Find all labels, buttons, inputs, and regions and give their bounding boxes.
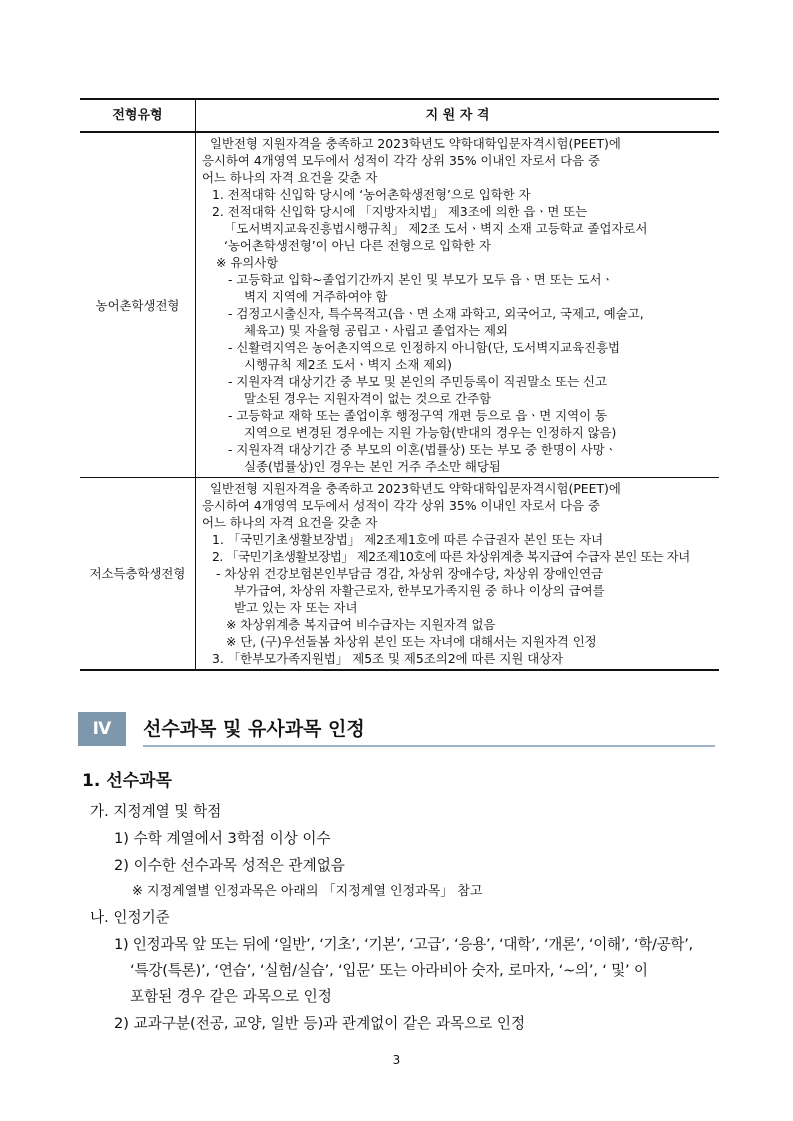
item-ga-1: 1) 수학 계열에서 3학점 이상 이수 <box>114 830 331 847</box>
list-item: 2. 전적대학 신입학 당시에 「지방자치법」 제3조에 의한 읍ㆍ면 또는 <box>212 204 588 219</box>
item-na-1-cont: 포함된 경우 같은 과목으로 인정 <box>130 988 332 1005</box>
desc-low-income <box>196 478 720 671</box>
section-title: 선수과목 및 유사과목 인정 <box>143 718 365 740</box>
note-item-cont: 체육고) 및 자율형 공립고ㆍ사립고 졸업자는 제외 <box>244 323 508 338</box>
sub-item-cont: 받고 있는 자 또는 자녀 <box>234 600 358 615</box>
list-item-cont: ‘농어촌학생전형’이 아닌 다른 전형으로 입학한 자 <box>224 238 491 253</box>
note-item-cont: 벽지 지역에 거주하여야 함 <box>244 289 388 304</box>
sub-note: ※ 단, (구)우선돌봄 차상위 본인 또는 자녀에 대해서는 지원자격 인정 <box>226 634 597 649</box>
table-row-low-income <box>80 478 719 671</box>
list-item-cont: 「도서벽지교육진흥법시행규칙」 제2조 도서ㆍ벽지 소재 고등학교 졸업자로서 <box>224 221 648 236</box>
table-row-rural <box>80 132 719 478</box>
eligibility-table <box>80 98 719 671</box>
note-item: - 검정고시출신자, 특수목적고(읍ㆍ면 소재 과학고, 외국어고, 국제고, 예술고, <box>228 306 644 321</box>
table-header-row <box>80 99 719 132</box>
item-na: 나. 인정기준 <box>90 909 170 926</box>
intro-line: 일반전형 지원자격을 충족하고 2023학년도 약학대학입문자격시험(PEET)에 <box>210 136 621 151</box>
note-item: - 고등학교 재학 또는 졸업이후 행정구역 개편 등으로 읍ㆍ면 지역이 동 <box>228 408 607 423</box>
item-ga-2: 2) 이수한 선수과목 성적은 관계없음 <box>114 857 345 874</box>
item-na-2: 2) 교과구분(전공, 교양, 일반 등)과 관계없이 같은 과목으로 인정 <box>114 1015 526 1032</box>
note-item: - 고등학교 입학~졸업기간까지 본인 및 부모가 모두 읍ㆍ면 또는 도서ㆍ <box>228 272 614 287</box>
item-ga-note: ※ 지정계열별 인정과목은 아래의 「지정계열 인정과목」 참고 <box>132 884 483 899</box>
note-item-cont: 말소된 경우는 지원자격이 없는 것으로 간주함 <box>244 391 492 406</box>
list-item: 2. 「국민기초생활보장법」 제2조제10호에 따른 차상위계층 복지급여 수급자 본인 또는 자녀 <box>212 549 690 564</box>
item-na-1: 1) 인정과목 앞 또는 뒤에 ‘일반’, ‘기초’, ‘기본’, ‘고급’, ‘응용’, ‘대학’, ‘개론’, ‘이해’, ‘학/공학’, <box>114 936 693 953</box>
intro-line: 응시하여 4개영역 모두에서 성적이 각각 상위 35% 이내인 자로서 다음 중 <box>202 153 600 168</box>
sub-note: ※ 차상위계층 복지급여 비수급자는 지원자격 없음 <box>226 617 496 632</box>
item-na-1-cont: ‘특강(특론)’, ‘연습’, ‘실험/실습’, ‘입문’ 또는 아라비아 숫자, 로마자, ‘~의’, ‘ 및’ 이 <box>130 962 648 979</box>
intro-line: 응시하여 4개영역 모두에서 성적이 각각 상위 35% 이내인 자로서 다음 중 <box>202 498 600 513</box>
intro-line: 어느 하나의 자격 요건을 갖춘 자 <box>202 515 378 530</box>
note-item-cont: 실종(법률상)인 경우는 본인 거주 주소만 해당됨 <box>244 459 501 474</box>
item-ga: 가. 지정계열 및 학점 <box>90 803 222 820</box>
note-item-cont: 지역으로 변경된 경우에는 지원 가능함(반대의 경우는 인정하지 않음) <box>244 425 617 440</box>
list-item: 3. 「한부모가족지원법」 제5조 및 제5조의2에 따른 지원 대상자 <box>212 651 564 666</box>
note-item: - 지원자격 대상기간 중 부모의 이혼(법률상) 또는 부모 중 한명이 사망ㆍ <box>228 442 617 457</box>
list-item: 1. 전적대학 신입학 당시에 ‘농어촌학생전형’으로 입학한 자 <box>212 187 531 202</box>
note-title: ※ 유의사항 <box>216 255 279 270</box>
intro-line: 일반전형 지원자격을 충족하고 2023학년도 약학대학입문자격시험(PEET)에 <box>210 481 621 496</box>
section-number-badge: Ⅳ <box>78 712 126 746</box>
note-item: - 지원자격 대상기간 중 부모 및 본인의 주민등록이 직권말소 또는 신고 <box>228 374 607 389</box>
note-item-cont: 시행규칙 제2조 도서ㆍ벽지 소재 제외) <box>244 357 453 372</box>
list-item: 1. 「국민기초생활보장법」 제2조제1호에 따른 수급권자 본인 또는 자녀 <box>212 532 604 547</box>
page-number: 3 <box>392 1053 401 1067</box>
type-low-income: 저소득층학생전형 <box>80 478 196 671</box>
desc-rural <box>196 132 720 478</box>
intro-line: 어느 하나의 자격 요건을 갖춘 자 <box>202 170 378 185</box>
sub-item: - 차상위 건강보험본인부담금 경감, 차상위 장애수당, 차상위 장애인연금 <box>216 566 604 581</box>
header-type: 전형유형 <box>80 99 196 132</box>
sub-item-cont: 부가급여, 차상위 자활근로자, 한부모가족지원 중 하나 이상의 급여를 <box>234 583 605 598</box>
note-item: - 신활력지역은 농어촌지역으로 인정하지 아니함(단, 도서벽지교육진흥법 <box>228 340 621 355</box>
header-qualification: 지 원 자 격 <box>196 99 720 132</box>
subsection-heading: 1. 선수과목 <box>82 771 172 791</box>
section-divider <box>143 745 715 747</box>
type-rural: 농어촌학생전형 <box>80 132 196 478</box>
